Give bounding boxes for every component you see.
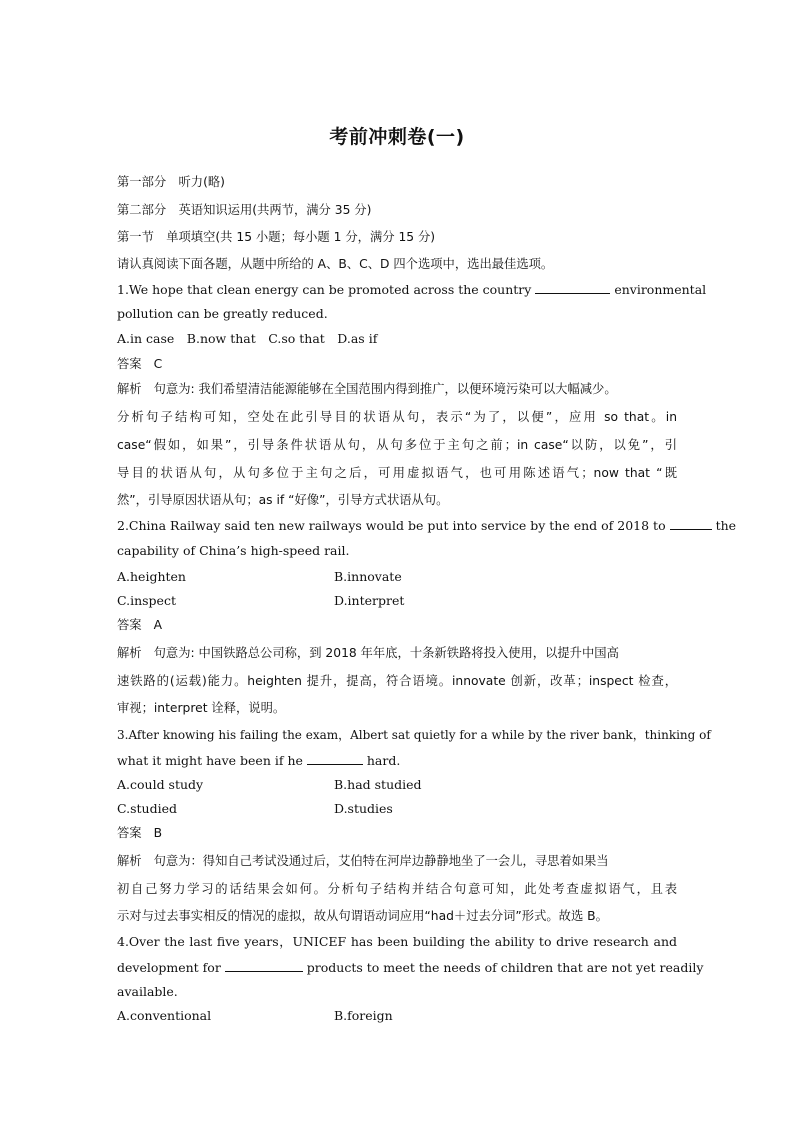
q3-stem-text-b: hard. [366, 753, 401, 768]
q4-stem-line3: available. [117, 984, 178, 999]
q2-stem-text-a: 2.China Railway said ten new railways would be put into service by the end of 2018 to [117, 518, 666, 533]
q2-analysis-line3: 审视；interpret 诠释，说明。 [117, 701, 286, 715]
q2-answer-value: A [153, 618, 163, 632]
q3-analysis-line2: 初自己努力学习的话结果会如何。分析句子结构并结合句意可知，此处考查虚拟语气，且表 [117, 882, 677, 896]
part1-heading: 第一部分 听力(略) [117, 175, 225, 189]
q1-analysis-line2: 分析句子结构可知，空处在此引导目的状语从句，表示“为了，以便”，应用 so that。in [117, 410, 677, 424]
q3-stem-text-a: what it might have been if he [117, 753, 303, 768]
q3-answer [117, 825, 677, 841]
q4-stem-text-b: products to meet the needs of children that are not yet readily [306, 960, 704, 975]
q2-stem-line2: capability of China’s high-speed rail. [117, 543, 350, 558]
q3-analysis-text: 句意为：得知自己考试没通过后，艾伯特在河岸边静静地坐了一会儿，寻思着如果当 [153, 854, 609, 868]
q1-answer-value: C [153, 357, 163, 371]
q3-option-c: C.studied [117, 801, 177, 816]
q3-analysis-line3: 示对与过去事实相反的情况的虚拟，故从句谓语动词应用“had＋过去分词”形式。故选 B。 [117, 909, 608, 923]
q1-options: A.in case B.now that C.so that D.as if [117, 331, 378, 346]
analysis-label: 解析 [117, 646, 142, 660]
q2-analysis-text: 句意为: 中国铁路总公司称，到 2018 年年底，十条新铁路将投入使用，以提升中国高 [153, 646, 619, 660]
analysis-label: 解析 [117, 382, 142, 396]
answer-label: 答案 [117, 357, 142, 371]
q2-analysis-line1 [117, 645, 677, 661]
q2-option-a: A.heighten [117, 569, 186, 584]
q4-option-a: A.conventional [117, 1008, 212, 1023]
q3-option-a: A.could study [117, 777, 204, 792]
q1-analysis-line3: case“假如，如果”，引导条件状语从句，从句多位于主句之前；in case“以防，以免”，引 [117, 438, 677, 452]
part2-heading: 第二部分 英语知识运用(共两节，满分 35 分) [117, 203, 372, 217]
q2-option-d: D.interpret [334, 593, 405, 608]
page-title: 考前冲刺卷(一) [329, 126, 465, 148]
q1-blank [535, 282, 610, 294]
q1-analysis-text: 句意为: 我们希望清洁能源能够在全国范围内得到推广，以便环境污染可以大幅减少。 [153, 382, 617, 396]
q1-stem-text-b: environmental [614, 282, 707, 297]
analysis-label: 解析 [117, 854, 142, 868]
answer-label: 答案 [117, 826, 142, 840]
q4-stem-line1: 4.Over the last five years，UNICEF has been building the ability to drive research and [117, 934, 677, 949]
q3-analysis-line1 [117, 853, 677, 869]
q3-option-d: D.studies [334, 801, 393, 816]
q4-option-b: B.foreign [334, 1008, 393, 1023]
q1-answer [117, 356, 677, 372]
answer-label: 答案 [117, 618, 142, 632]
q1-stem-line2: pollution can be greatly reduced. [117, 306, 328, 321]
section1-heading: 第一节 单项填空(共 15 小题；每小题 1 分，满分 15 分) [117, 230, 436, 244]
q4-blank [225, 960, 303, 972]
q3-stem-line1: 3.After knowing his failing the exam，Albert sat quietly for a while by the river bank，thinking of [117, 728, 711, 742]
q2-answer [117, 617, 677, 633]
q3-blank [307, 753, 363, 765]
q4-stem-line2 [117, 960, 704, 976]
q1-analysis-line4: 导目的状语从句，从句多位于主句之后，可用虚拟语气，也可用陈述语气；now that “既 [117, 466, 677, 480]
q2-option-c: C.inspect [117, 593, 176, 608]
q2-stem-line1 [117, 518, 737, 534]
q1-stem-line1 [117, 282, 707, 298]
q2-stem-text-b: the [715, 518, 737, 533]
instruction: 请认真阅读下面各题，从题中所给的 A、B、C、D 四个选项中，选出最佳选项。 [117, 257, 554, 271]
q2-analysis-line2: 速铁路的(运载)能力。heighten 提升，提高，符合语境。innovate 创新，改革；inspect 检查， [117, 674, 677, 688]
q4-stem-text-a: development for [117, 960, 221, 975]
q3-stem-line2 [117, 753, 677, 769]
q1-analysis-line1 [117, 381, 677, 397]
q1-analysis-line5: 然”，引导原因状语从句；as if “好像”，引导方式状语从句。 [117, 493, 449, 507]
q2-blank [670, 518, 712, 530]
q3-option-b: B.had studied [334, 777, 422, 792]
q3-answer-value: B [153, 826, 163, 840]
q1-stem-text-a: 1.We hope that clean energy can be promoted across the country [117, 282, 532, 297]
q2-option-b: B.innovate [334, 569, 402, 584]
